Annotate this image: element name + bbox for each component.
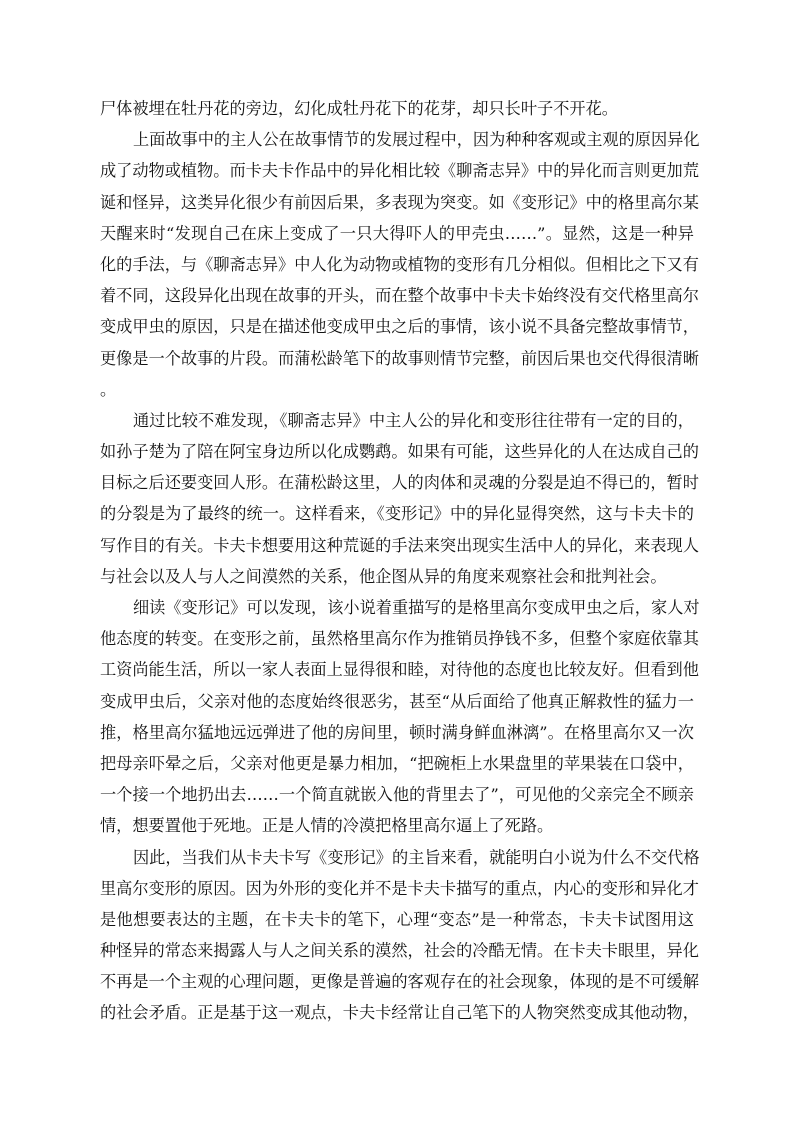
text-line: 他态度的转变。在变形之前，虽然格里高尔作为推销员挣钱不多，但整个家庭依靠其 <box>100 629 699 649</box>
text-line: 的分裂是为了最终的统一。这样看来，《变形记》中的异化显得突然，这与卡夫卡的 <box>100 504 694 524</box>
text-line: 如孙子楚为了陪在阿宝身边所以化成鹦鹉。如果有可能，这些异化的人在达成自己的 <box>100 442 699 462</box>
text-line: 化的手法，与《聊斋志异》中人化为动物或植物的变形有几分相似。但相比之下又有 <box>100 254 699 274</box>
text-line: 不再是一个主观的心理问题，更像是普遍的客观存在的社会现象，体现的是不可缓解 <box>100 972 699 992</box>
text-line: 诞和怪异，这类异化很少有前因后果，多表现为突变。如《变形记》中的格里高尔某 <box>100 192 699 212</box>
text-line: 上面故事中的主人公在故事情节的发展过程中，因为种种客观或主观的原因异化 <box>133 130 700 150</box>
text-line: 着不同，这段异化出现在故事的开头，而在整个故事中卡夫卡始终没有交代格里高尔 <box>100 286 699 306</box>
text-line: 里高尔变形的原因。因为外形的变化并不是卡夫卡描写的重点，内心的变形和异化才 <box>100 878 699 898</box>
document-body <box>100 93 700 1029</box>
text-line: 写作目的有关。卡夫卡想要用这种荒诞的手法来突出现实生活中人的异化，来表现人 <box>100 535 699 555</box>
text-line: 一个接一个地扔出去……一个简直就嵌入他的背里去了”，可见他的父亲完全不顾亲 <box>100 785 694 805</box>
text-line: 因此，当我们从卡夫卡写《变形记》的主旨来看，就能明白小说为什么不交代格 <box>133 847 700 867</box>
text-line: 与社会以及人与人之间漠然的关系，他企图从异的角度来观察社会和批判社会。 <box>100 566 667 586</box>
text-line: 推，格里高尔猛地远远弹进了他的房间里，顿时满身鲜血淋漓”。在格里高尔又一次 <box>100 722 694 742</box>
text-line: 成了动物或植物。而卡夫卡作品中的异化相比较《聊斋志异》中的异化而言则更加荒 <box>100 161 699 181</box>
text-line: 。 <box>100 379 117 399</box>
text-line: 更像是一个故事的片段。而蒲松龄笔下的故事则情节完整，前因后果也交代得很清晰 <box>100 348 699 368</box>
text-line: 种怪异的常态来揭露人与人之间关系的漠然，社会的冷酷无情。在卡夫卡眼里，异化 <box>100 941 699 961</box>
text-line: 天醒来时“发现自己在床上变成了一只大得吓人的甲壳虫……”。显然，这是一种异 <box>100 223 694 243</box>
text-line: 的社会矛盾。正是基于这一观点，卡夫卡经常让自己笔下的人物突然变成其他动物， <box>100 1003 699 1023</box>
text-line: 工资尚能生活，所以一家人表面上显得很和睦，对待他的态度也比较友好。但看到他 <box>100 660 699 680</box>
text-line: 变成甲虫后，父亲对他的态度始终很恶劣，甚至“从后面给了他真正解救性的猛力一 <box>100 691 694 711</box>
text-line: 把母亲吓晕之后，父亲对他更是暴力相加，“把碗柜上水果盘里的苹果装在口袋中， <box>100 753 694 773</box>
text-line: 细读《变形记》可以发现，该小说着重描写的是格里高尔变成甲虫之后，家人对 <box>133 598 700 617</box>
text-line: 变成甲虫的原因，只是在描述他变成甲虫之后的事情，该小说不具备完整故事情节， <box>100 317 699 337</box>
text-line: 目标之后还要变回人形。在蒲松龄这里，人的肉体和灵魂的分裂是迫不得已的，暂时 <box>100 473 699 493</box>
text-line: 情，想要置他于死地。正是人情的冷漠把格里高尔逼上了死路。 <box>100 816 554 836</box>
text-line: 通过比较不难发现，《聊斋志异》中主人公的异化和变形往往带有一定的目的， <box>133 410 694 430</box>
text-line: 尸体被埋在牡丹花的旁边，幻化成牡丹花下的花芽，却只长叶子不开花。 <box>100 99 618 118</box>
text-line: 是他想要表达的主题，在卡夫卡的笔下，心理“变态”是一种常态，卡夫卡试图用这 <box>100 909 694 929</box>
